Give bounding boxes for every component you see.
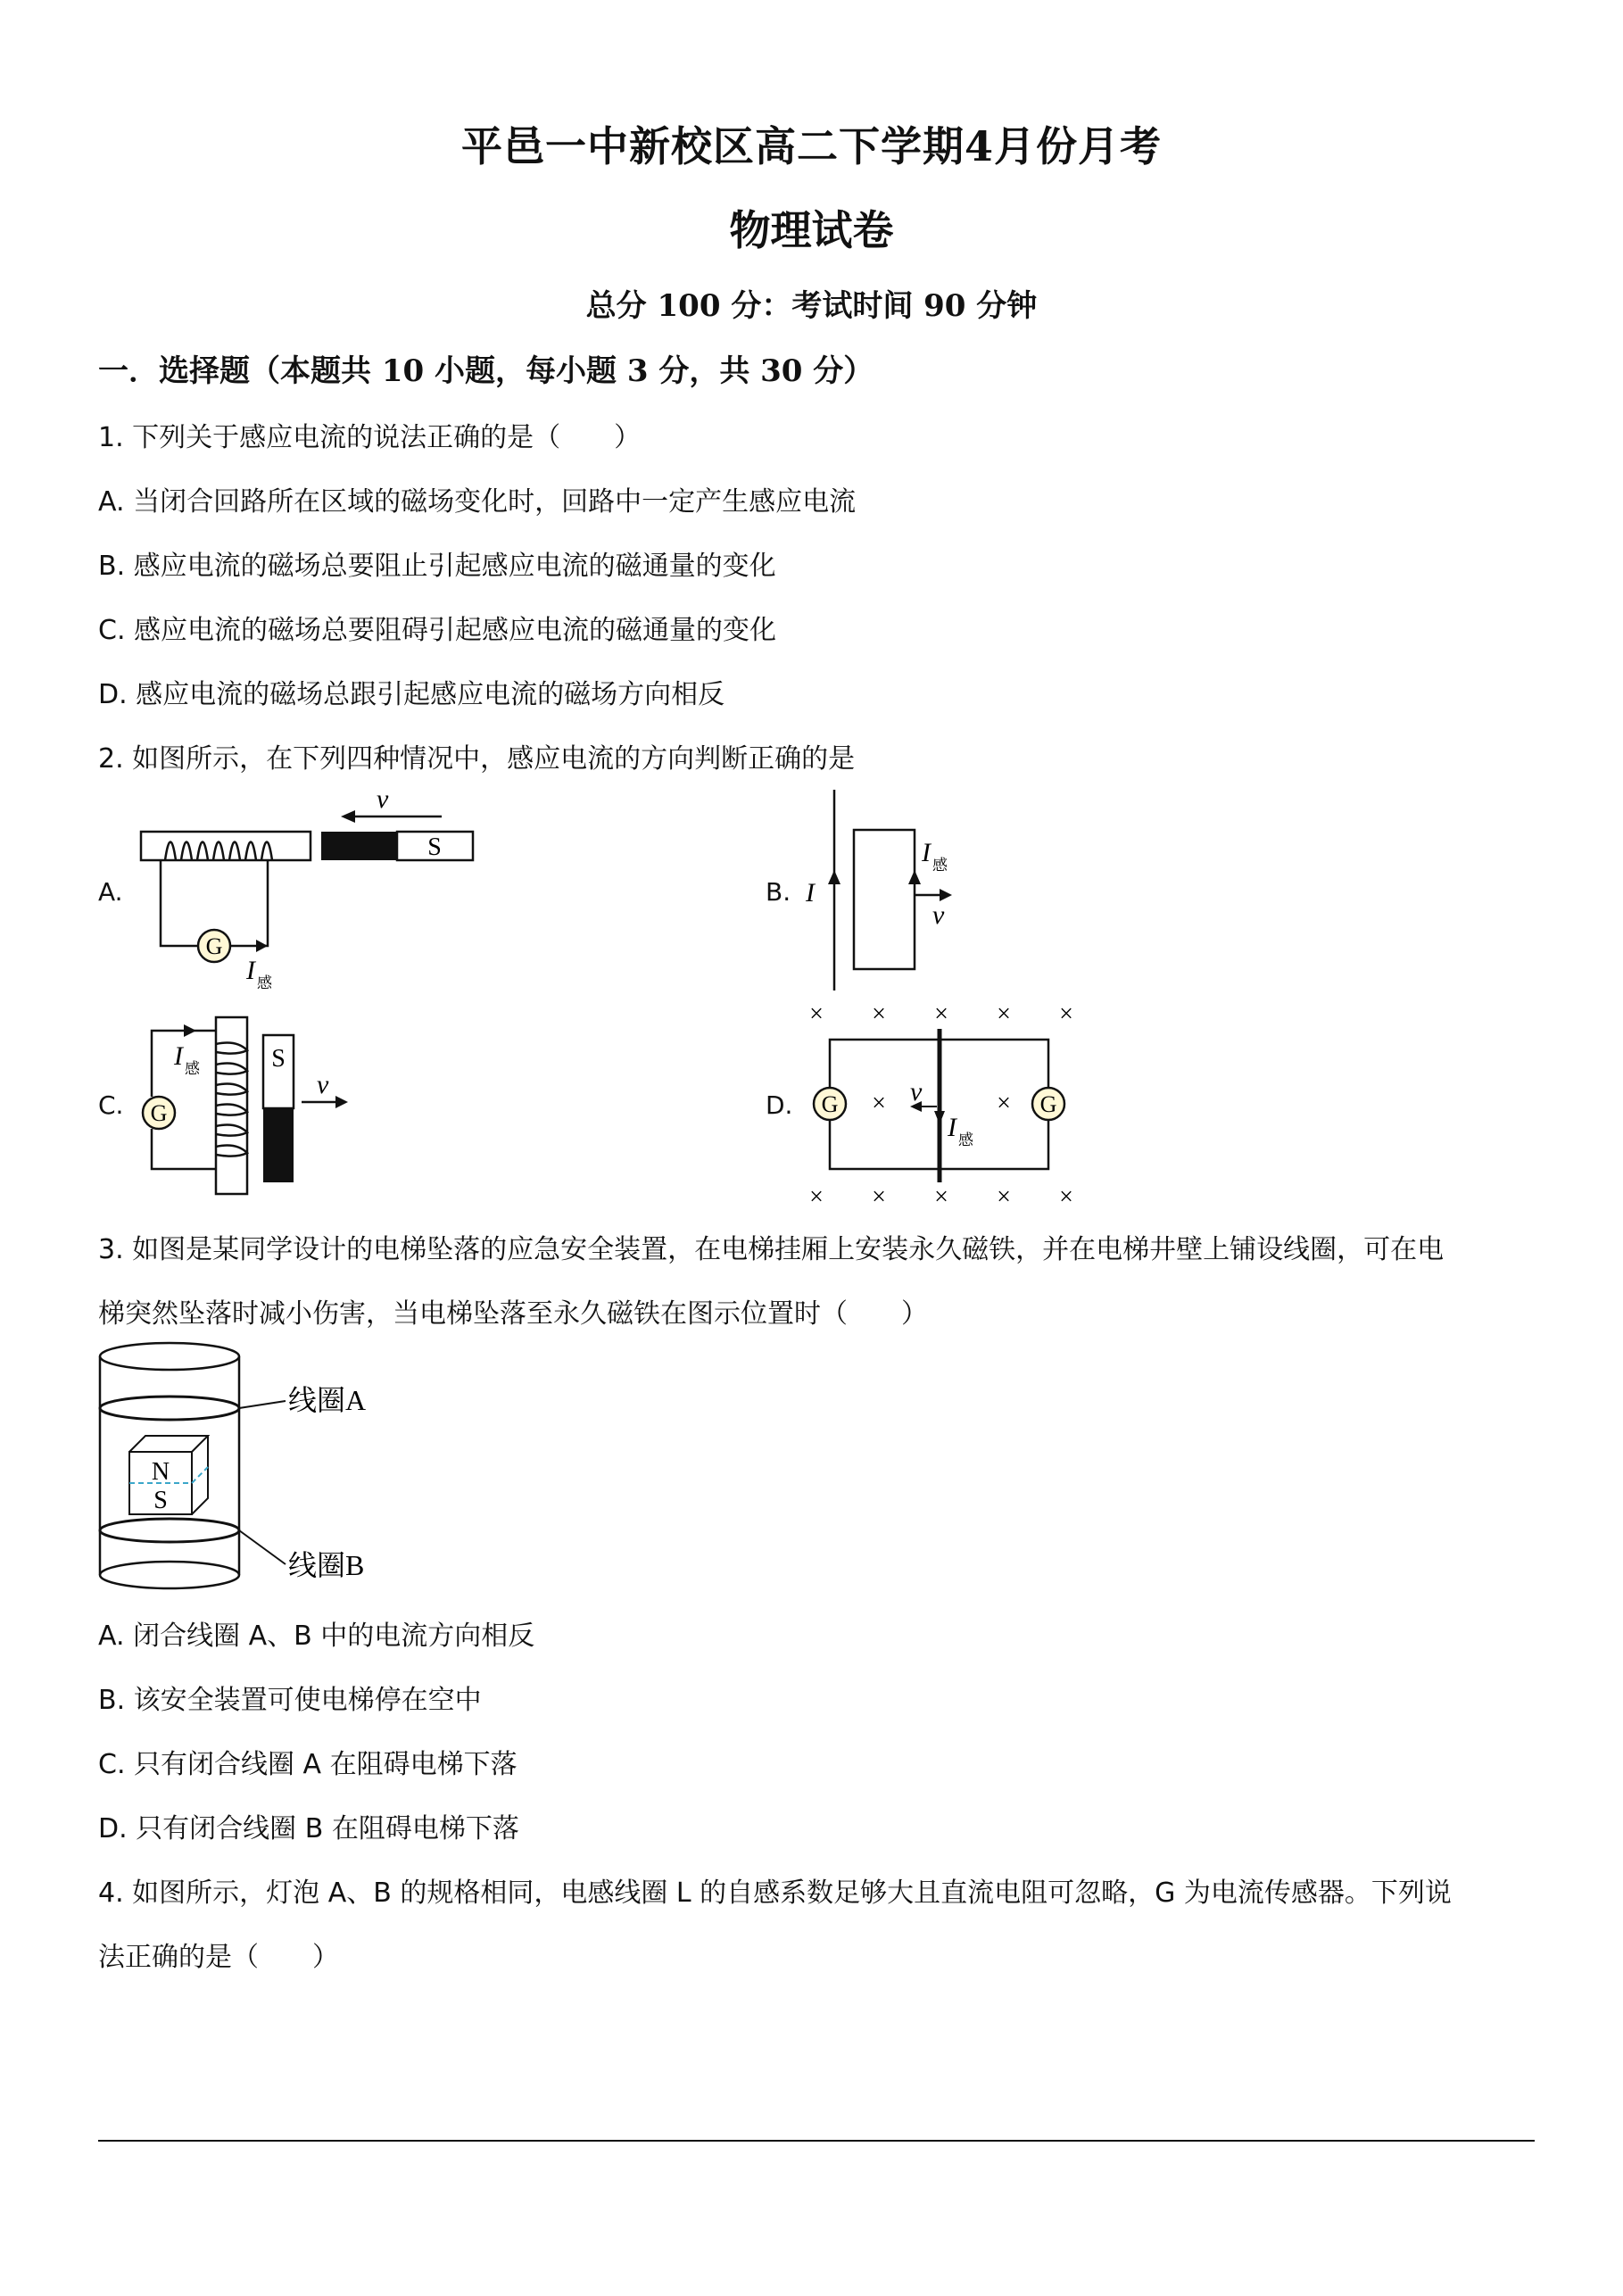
galvanometer-label: G [1039,1091,1057,1117]
question-2-stem: 2. 如图所示，在下列四种情况中，感应电流的方向判断正确的是 [98,743,856,775]
question-1-stem: 1. 下列关于感应电流的说法正确的是（ ） [98,422,642,453]
field-marker: × [1059,1000,1073,1028]
figure-2a [134,781,491,995]
question-3-option-a: A. 闭合线圈 A、B 中的电流方向相反 [98,1620,535,1652]
velocity-label: v [910,1077,923,1107]
loop-current-label: I [922,838,931,867]
question-1-option-c: C. 感应电流的磁场总要阻碍引起感应电流的磁通量的变化 [98,615,777,646]
magnet-pole-s: S [271,1045,286,1073]
current-label: I [246,956,255,985]
arrow-icon [908,870,921,884]
field-marker: × [997,1000,1011,1028]
arrow-icon [940,889,952,901]
arrow-icon [934,1111,945,1124]
field-marker: × [997,1090,1011,1117]
coil-a [100,1397,239,1420]
coil-a-label: 线圈A [288,1384,367,1416]
page-subtitle: 物理试卷 [729,206,894,254]
velocity-label: v [377,784,389,814]
field-marker: × [934,1183,948,1209]
coil-b-label: 线圈B [288,1549,365,1581]
question-1-option-b: B. 感应电流的磁场总要阻止引起感应电流的磁通量的变化 [98,551,776,582]
question-4-stem-line2: 法正确的是（ ） [98,1942,339,1973]
figure-2d [794,995,1097,1209]
question-1-option-d: D. 感应电流的磁场总跟引起感应电流的磁场方向相反 [98,679,725,710]
figure-2b [799,781,1031,995]
galvanometer-label: G [205,933,223,959]
question-2-option-a-label: A. [98,877,123,907]
question-3-option-c: C. 只有闭合线圈 A 在阻碍电梯下落 [98,1749,518,1780]
question-1-option-a: A. 当闭合回路所在区域的磁场变化时，回路中一定产生感应电流 [98,486,857,518]
question-3-option-d: D. 只有闭合线圈 B 在阻碍电梯下落 [98,1813,519,1844]
velocity-label: v [317,1070,329,1099]
question-3-stem-line1: 3. 如图是某同学设计的电梯坠落的应急安全装置，在电梯挂厢上安装永久磁铁，并在电梯井壁上铺设线圈，可在电 [98,1234,1445,1265]
field-marker: × [872,1000,886,1028]
galvanometer-label: G [150,1100,168,1126]
field-marker: × [997,1183,1011,1209]
question-3-option-b: B. 该安全装置可使电梯停在空中 [98,1685,482,1716]
current-subscript: 感 [257,974,272,991]
figure-2c [134,1004,366,1200]
loop-current-subscript: 感 [932,857,948,874]
arrow-icon [828,870,840,884]
page-title: 平邑一中新校区高二下学期4月份月考 [460,122,1162,170]
question-2-option-c-label: C. [98,1090,124,1120]
arrow-icon [335,1096,348,1108]
question-4-stem-line1: 4. 如图所示，灯泡 A、B 的规格相同，电感线圈 L 的自感系数足够大且直流电阻可忽略，G 为电流传感器。下列说 [98,1877,1452,1909]
footer-divider [98,2140,1535,2142]
figure-3 [94,1339,397,1597]
field-marker: × [1059,1183,1073,1209]
current-label: I [948,1113,956,1142]
field-marker: × [872,1183,886,1209]
wire-current-label: I [806,878,815,908]
arrow-icon [256,940,268,952]
magnet-pole-s: S [427,833,442,861]
field-marker: × [809,1183,824,1209]
current-subscript: 感 [185,1060,200,1077]
section-heading: 一．选择题（本题共 10 小题，每小题 3 分，共 30 分） [98,353,874,389]
exam-info: 总分 100 分：考试时间 90 分钟 [585,288,1038,324]
current-label: I [174,1041,183,1071]
magnet-pole-n: N [151,1458,170,1486]
arrow-icon [184,1024,196,1037]
question-3-stem-line2: 梯突然坠落时减小伤害，当电梯坠落至永久磁铁在图示位置时（ ） [98,1298,928,1330]
magnet-pole-s: S [153,1487,168,1514]
field-marker: × [809,1000,824,1028]
field-marker: × [872,1090,886,1117]
question-2-option-d-label: D. [766,1090,793,1120]
velocity-label: v [932,900,945,930]
current-subscript: 感 [958,1131,973,1148]
question-2-option-b-label: B. [766,877,791,907]
galvanometer-label: G [821,1091,839,1117]
coil-b [100,1519,239,1542]
arrow-icon [341,810,355,823]
field-marker: × [934,1000,948,1028]
